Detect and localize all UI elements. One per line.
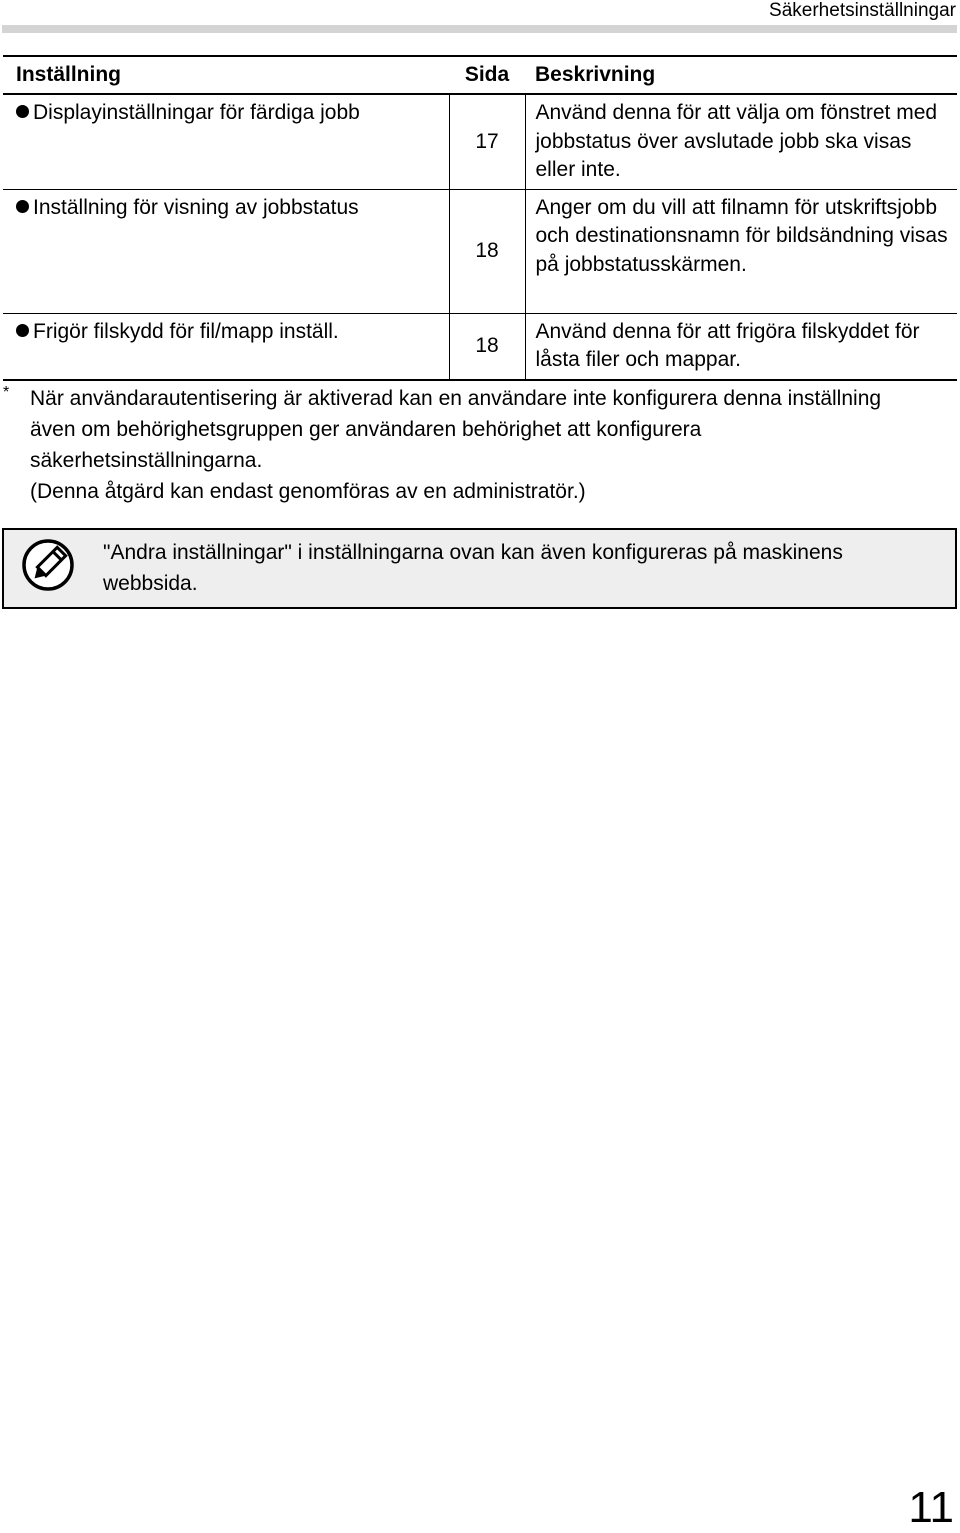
table-row xyxy=(3,94,957,189)
bullet-icon xyxy=(16,200,29,213)
footnote xyxy=(3,383,923,507)
column-header-description: Beskrivning xyxy=(525,56,957,94)
running-header-title: Säkerhetsinställningar xyxy=(769,0,956,21)
description-cell: Använd denna för att frigöra filskyddet för låsta filer och mappar. xyxy=(525,313,957,380)
description-cell: Anger om du vill att filnamn för utskriftsjobb och destinationsnamn för bildsändning visas på jobbstatusskärmen. xyxy=(525,189,957,313)
footnote-text-admin: (Denna åtgärd kan endast genomföras av en administratör.) xyxy=(30,480,586,503)
page-cell: 18 xyxy=(449,313,525,380)
settings-table xyxy=(3,55,957,381)
pencil-note-icon xyxy=(21,538,75,592)
footnote-text: När användarautentisering är aktiverad kan en användare inte konfigurera denna inställning även om behörighetsgruppen ger användaren behörighet att konfigurera säkerhetsinställningarna. xyxy=(30,387,882,472)
page-cell: 17 xyxy=(449,94,525,189)
description-cell: Använd denna för att välja om fönstret med jobbstatus över avslutade jobb ska visas eller inte. xyxy=(525,94,957,189)
bullet-icon xyxy=(16,105,29,118)
column-header-setting: Inställning xyxy=(3,56,449,94)
table-header-row xyxy=(3,56,957,94)
note-box xyxy=(2,528,957,609)
page-number: 11 xyxy=(908,1483,954,1532)
column-header-page: Sida xyxy=(449,56,525,94)
page-cell: 18 xyxy=(449,189,525,313)
setting-name: Inställning för visning av jobbstatus xyxy=(33,195,359,219)
table-row xyxy=(3,313,957,380)
setting-cell xyxy=(3,313,449,380)
setting-cell xyxy=(3,94,449,189)
table-row xyxy=(3,189,957,313)
bullet-icon xyxy=(16,324,29,337)
footnote-marker: * xyxy=(3,384,10,401)
setting-cell xyxy=(3,189,449,313)
header-rule xyxy=(2,25,957,33)
note-text: "Andra inställningar" i inställningarna ovan kan även konfigureras på maskinens webbsida. xyxy=(103,541,843,595)
setting-name: Displayinställningar för färdiga jobb xyxy=(33,101,360,124)
setting-name: Frigör filskydd för fil/mapp inställ. xyxy=(33,319,339,343)
